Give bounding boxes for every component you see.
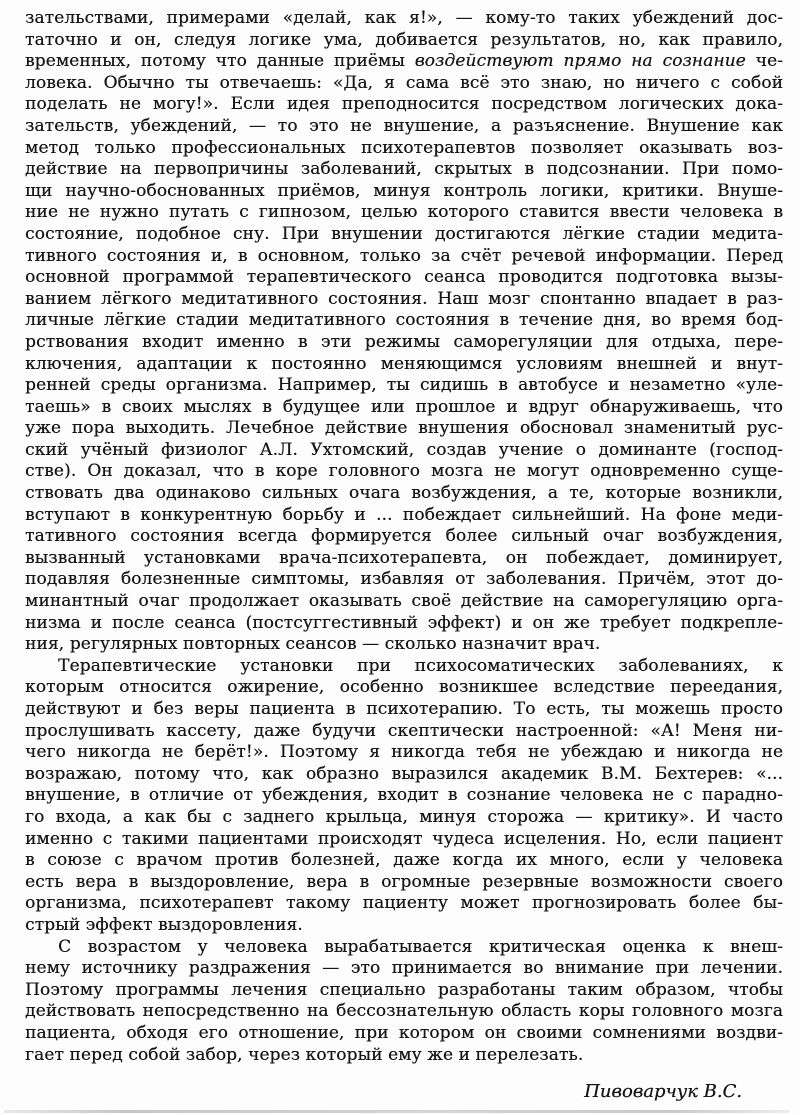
text-segment: зательств, убеждений, — то это не внушение, а разъяснение. Внушение как — [25, 115, 783, 136]
text-line — [25, 505, 783, 527]
text-line — [25, 526, 783, 548]
text-segment: Поэтому программы лечения специально разработаны таким образом, чтобы — [25, 979, 783, 1000]
text-segment: личные лёгкие стадии медитативного состояния в течение дня, во время бод- — [25, 310, 783, 331]
text-line — [25, 332, 783, 354]
text-segment: организма, психотерапевт такому пациенту может прогнозировать более бы- — [25, 893, 783, 914]
text-segment: ния, регулярных повторных сеансов — сколько назначит врач. — [25, 634, 601, 655]
text-line — [25, 1045, 783, 1067]
text-segment: ренней среды организма. Например, ты сидишь в автобусе и незаметно «уле- — [25, 375, 783, 396]
text-segment: которым относится ожирение, особенно возникшее вследствие переедания, — [25, 677, 783, 698]
text-segment: ванием лёгкого медитативного состояния. Наш мозг спонтанно впадает в раз- — [25, 288, 783, 309]
text-line — [25, 310, 783, 332]
text-segment: состояние, подобное сну. При внушении достигаются лёгкие стадии медита- — [25, 223, 783, 244]
text-segment: пациента, обходя его отношение, при котором он своими сомнениями воздви- — [25, 1022, 783, 1043]
text-line — [25, 1023, 783, 1045]
text-line — [25, 893, 783, 915]
text-segment: действие на первопричины заболеваний, скрытых в подсознании. При помо- — [25, 159, 783, 180]
text-segment: ловека. Обычно ты отвечаешь: «Да, я сама всё это знаю, но ничего с собой — [25, 72, 783, 93]
text-line — [25, 8, 783, 30]
text-segment: стве). Он доказал, что в коре головного мозга не могут одновременно суще- — [25, 461, 783, 482]
text-line — [25, 764, 783, 786]
text-line — [25, 116, 783, 138]
text-segment: вызванный установками врача-психотерапевта, он побеждает, доминирует, — [25, 547, 783, 568]
text-line — [25, 634, 783, 656]
text-segment: минантный очаг продолжает оказывать своё действие на саморегуляцию орга- — [25, 591, 783, 612]
text-line — [25, 224, 783, 246]
text-line — [25, 656, 783, 678]
text-segment: возражаю, потому что, как образно выразился академик В.М. Бехтерев: «... — [25, 763, 783, 784]
text-segment: нему источнику раздражения — это принимается во внимание при лечении. — [25, 958, 783, 979]
text-segment: ние не нужно путать с гипнозом, целью которого ставится ввести человека в — [25, 202, 783, 223]
text-line — [25, 354, 783, 376]
text-segment: ствовать два одинаково сильных очага возбуждения, а те, которые возникли, — [25, 483, 783, 504]
text-segment: ский учёный физиолог А.Л. Ухтомский, создав учение о доминанте (господ- — [25, 439, 783, 460]
text-segment: чего никогда не берёт!». Поэтому я никогда тебя не убеждаю и никогда не — [25, 742, 783, 763]
text-line — [25, 785, 783, 807]
text-segment: тивного состояния и, в основном, только за счёт речевой информации. Перед — [25, 245, 783, 266]
text-segment: стрый эффект выздоровления. — [25, 914, 303, 935]
text-segment: поделать не могу!». Если идея преподносится посредством логических дока- — [25, 94, 783, 115]
text-line — [25, 742, 783, 764]
text-segment: низма и после сеанса (постсуггестивный эффект) и он же требует подкрепле- — [25, 612, 783, 633]
text-segment: тативного состояния всегда формируется более сильный очаг возбуждения, — [25, 526, 783, 547]
text-segment: Терапевтические установки при психосоматических заболеваниях, к — [58, 655, 783, 676]
text-line — [25, 267, 783, 289]
text-segment: че- — [745, 51, 783, 72]
text-segment: основной программой терапевтического сеанса проводится подготовка вызы- — [25, 267, 783, 288]
text-line — [25, 958, 783, 980]
text-segment: вступают в конкурентную борьбу и ... побеждает сильнейший. На фоне меди- — [25, 504, 783, 525]
page-edge-shadow — [4, 1110, 790, 1113]
text-segment: уже пора выходить. Лечебное действие внушения обосновал знаменитый рус- — [25, 418, 783, 439]
text-segment: го входа, а как бы с заднего крыльца, минуя сторожа — критику». И часто — [25, 806, 783, 827]
text-line — [25, 915, 783, 937]
text-segment: в союзе с врачом против болезней, даже когда их много, если у человека — [25, 850, 783, 871]
author-signature: Пивоварчук В.С. — [584, 1081, 742, 1103]
text-line — [25, 202, 783, 224]
text-line — [25, 138, 783, 160]
text-line — [25, 418, 783, 440]
text-segment: таешь» в своих мыслях в будущее или прошлое и вдруг обнаруживаешь, что — [25, 396, 783, 417]
text-segment: рствования входит именно в эти режимы саморегуляции для отдыха, пере- — [25, 331, 783, 352]
text-line — [25, 51, 783, 73]
text-line — [25, 461, 783, 483]
text-line — [25, 94, 783, 116]
text-segment: внушение, в отличие от убеждения, входит в сознание человека не с парадно- — [25, 785, 783, 806]
text-segment: именно с такими пациентами происходят чудеса исцеления. Но, если пациент — [25, 828, 783, 849]
text-segment: временных, потому что данные приёмы — [25, 51, 415, 72]
text-segment: действовать непосредственно на бессознательную область коры головного мозга — [25, 1001, 783, 1022]
text-line — [25, 440, 783, 462]
text-segment: подавляя болезненные симптомы, избавляя от заболевания. Причём, этот до- — [25, 569, 783, 590]
text-line — [25, 289, 783, 311]
text-line — [25, 937, 783, 959]
text-line — [25, 591, 783, 613]
text-segment: есть вера в выздоровление, вера в огромные резервные возможности своего — [25, 871, 783, 892]
text-line — [25, 980, 783, 1002]
text-line — [25, 829, 783, 851]
text-line — [25, 850, 783, 872]
text-segment: действуют и без веры пациента в психотерапию. То есть, ты можешь просто — [25, 699, 783, 719]
emphasis-text: воздействуют прямо на сознание — [414, 51, 746, 72]
text-line — [25, 699, 783, 721]
text-line — [25, 569, 783, 591]
text-segment: ключения, адаптации к постоянно меняющимся условиям внешней и внут- — [25, 353, 783, 374]
signature-row — [25, 1079, 783, 1105]
text-segment: таточно и он, следуя логике ума, добивается результатов, но, как правило, — [25, 29, 783, 50]
text-segment: щи научно-обоснованных приёмов, минуя контроль логики, критики. Внуше- — [25, 180, 783, 201]
text-block — [25, 8, 783, 1066]
text-line — [25, 807, 783, 829]
text-line — [25, 181, 783, 203]
text-line — [25, 159, 783, 181]
text-line — [25, 1001, 783, 1023]
text-line — [25, 73, 783, 95]
text-line — [25, 548, 783, 570]
text-line — [25, 613, 783, 635]
text-segment: зательствами, примерами «делай, как я!», — кому-то таких убеждений дос- — [25, 8, 783, 28]
text-line — [25, 721, 783, 743]
text-line — [25, 483, 783, 505]
text-line — [25, 246, 783, 268]
text-segment: гает перед собой забор, через который ему же и перелезать. — [25, 1044, 584, 1065]
text-line — [25, 30, 783, 52]
text-segment: прослушивать кассету, даже будучи скептически настроенной: «А! Меня ни- — [25, 720, 783, 741]
text-segment: С возрастом у человека вырабатывается критическая оценка к внеш- — [58, 936, 783, 957]
text-line — [25, 677, 783, 699]
text-segment: метод только профессиональных психотерапевтов позволяет оказывать воз- — [25, 137, 783, 158]
text-line — [25, 375, 783, 397]
text-line — [25, 872, 783, 894]
text-line — [25, 397, 783, 419]
